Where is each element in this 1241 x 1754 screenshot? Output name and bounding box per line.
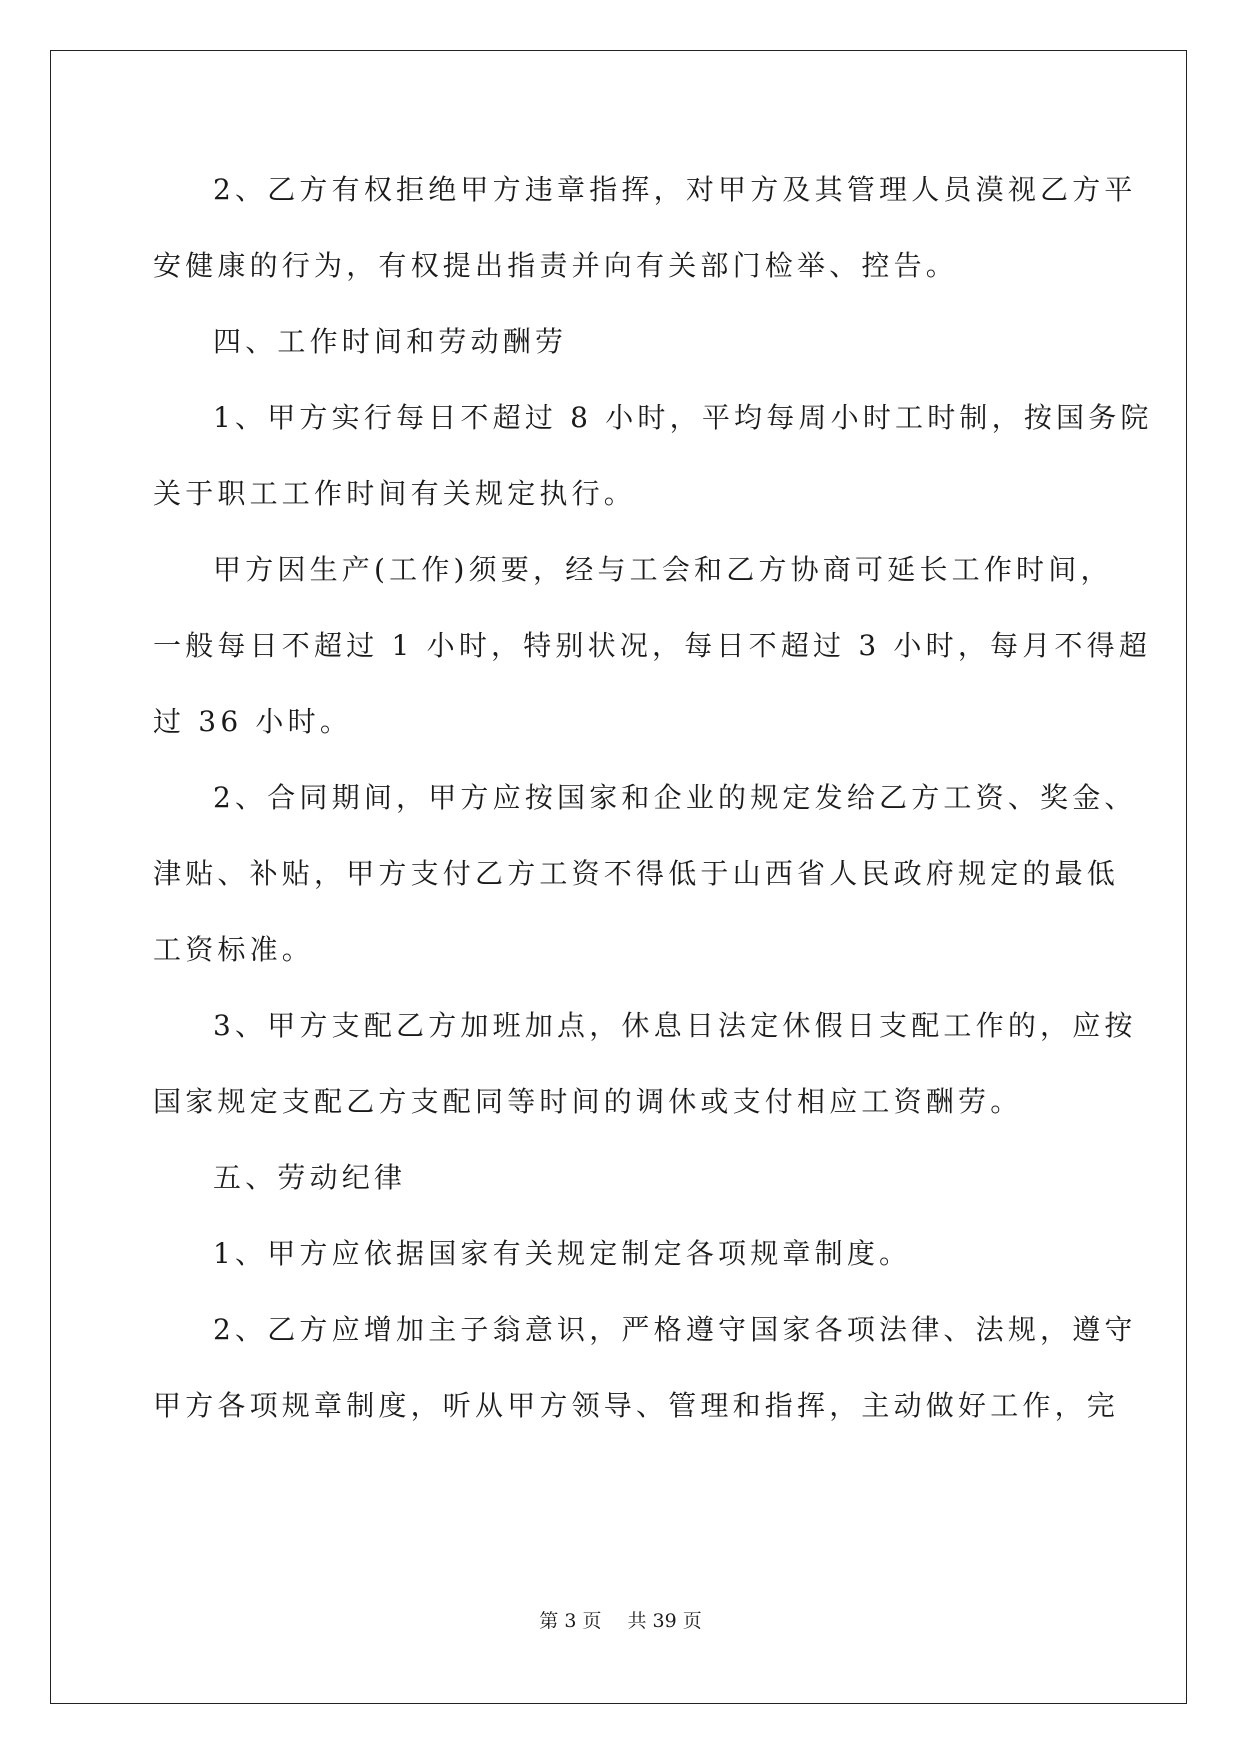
text-line: 津贴、补贴，甲方支付乙方工资不得低于山西省人民政府规定的最低	[153, 857, 1120, 890]
page-footer	[0, 1606, 1241, 1633]
document-body	[153, 160, 1153, 1452]
text-line: 安健康的行为，有权提出指责并向有关部门检举、控告。	[153, 249, 959, 282]
page-total: 共 39 页	[627, 1610, 702, 1632]
text-line: 2、合同期间，甲方应按国家和企业的规定发给乙方工资、奖金、	[213, 781, 1137, 814]
text-line: 1、甲方应依据国家有关规定制定各项规章制度。	[213, 1237, 912, 1270]
section-heading: 四、工作时间和劳动酬劳	[213, 325, 568, 358]
text-line: 国家规定支配乙方支配同等时间的调休或支付相应工资酬劳。	[153, 1085, 1023, 1118]
text-line: 2、乙方有权拒绝甲方违章指挥，对甲方及其管理人员漠视乙方平	[213, 173, 1137, 206]
text-line: 甲方各项规章制度，听从甲方领导、管理和指挥，主动做好工作，完	[153, 1389, 1120, 1422]
page-number: 第 3 页	[539, 1610, 602, 1632]
text-line: 一般每日不超过 1 小时，特别状况，每日不超过 3 小时，每月不得超	[153, 629, 1152, 662]
text-line: 1、甲方实行每日不超过 8 小时，平均每周小时工时制，按国务院	[213, 401, 1153, 434]
text-line: 过 36 小时。	[153, 705, 353, 738]
text-line: 2、乙方应增加主子翁意识，严格遵守国家各项法律、法规，遵守	[213, 1313, 1137, 1346]
text-line: 关于职工工作时间有关规定执行。	[153, 477, 637, 510]
text-line: 3、甲方支配乙方加班加点，休息日法定休假日支配工作的，应按	[213, 1009, 1137, 1042]
text-line: 工资标准。	[153, 933, 315, 966]
text-line: 甲方因生产(工作)须要，经与工会和乙方协商可延长工作时间，	[213, 553, 1113, 586]
section-heading: 五、劳动纪律	[213, 1161, 407, 1194]
